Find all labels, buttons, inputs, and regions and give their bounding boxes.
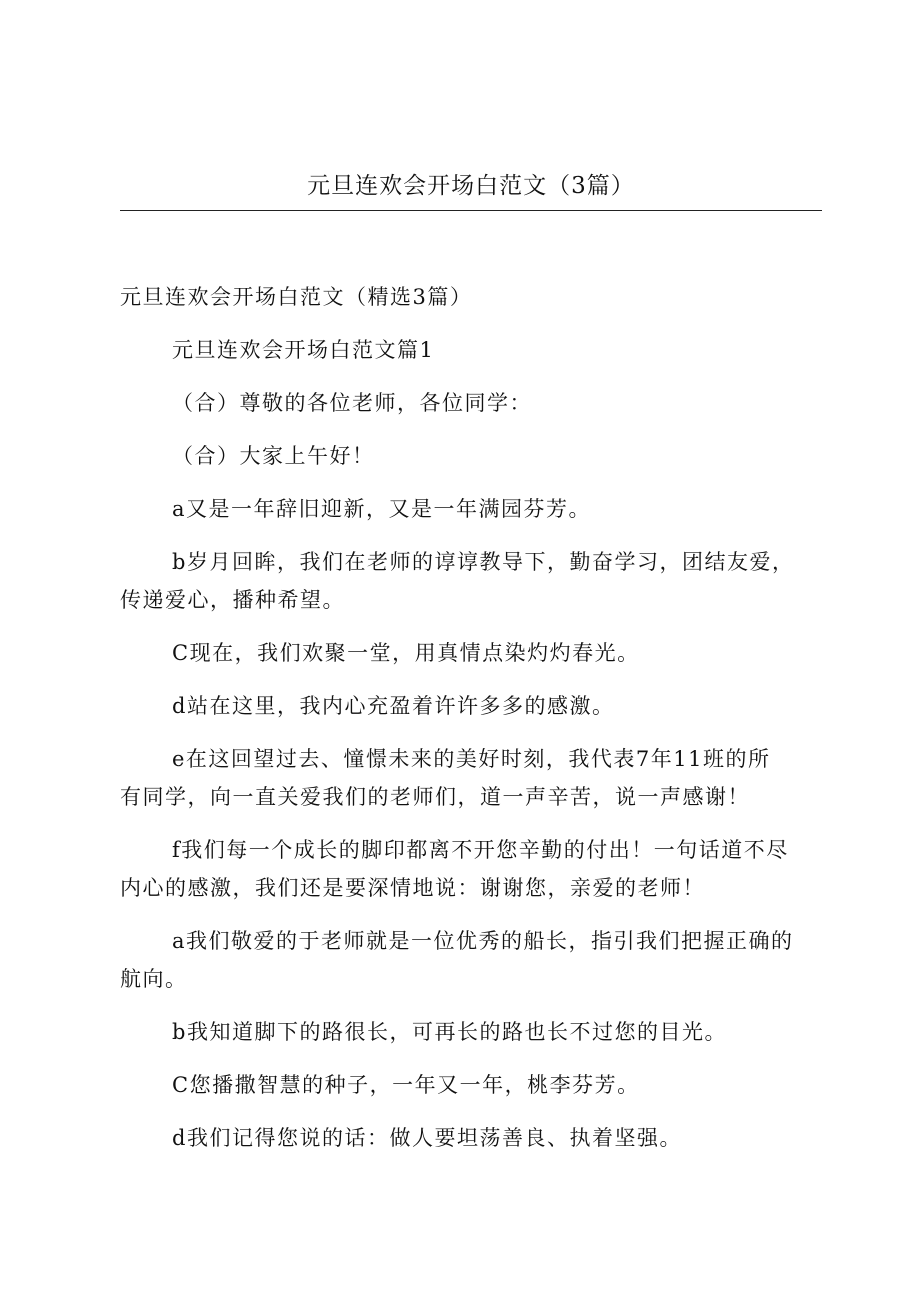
- paragraph-continuation: 航向。: [120, 967, 188, 991]
- document-heading: 元旦连欢会开场白范文（精选3篇）: [120, 285, 473, 309]
- paragraph: C现在，我们欢聚一堂，用真情点染灼灼春光。: [172, 641, 640, 665]
- paragraph-continuation: 内心的感激，我们还是要深情地说：谢谢您，亲爱的老师！: [120, 876, 705, 900]
- paragraph: e在这回望过去、憧憬未来的美好时刻，我代表7年11班的所: [172, 747, 771, 771]
- paragraph: d站在这里，我内心充盈着许许多多的感激。: [172, 694, 615, 718]
- paragraph: C您播撒智慧的种子，一年又一年，桃李芬芳。: [172, 1073, 640, 1097]
- page-title: 元旦连欢会开场白范文（3篇）: [307, 173, 635, 199]
- paragraph: （合）尊敬的各位老师，各位同学：: [172, 391, 532, 415]
- page-header: [120, 170, 822, 211]
- paragraph-continuation: 传递爱心，播种希望。: [120, 588, 345, 612]
- paragraph-continuation: 有同学，向一直关爱我们的老师们，道一声辛苦，说一声感谢！: [120, 785, 750, 809]
- paragraph: f我们每一个成长的脚印都离不开您辛勤的付出！一句话道不尽: [172, 838, 789, 862]
- paragraph: a又是一年辞旧迎新，又是一年满园芬芳。: [172, 497, 592, 521]
- paragraph: b岁月回眸，我们在老师的谆谆教导下，勤奋学习，团结友爱，: [172, 550, 795, 574]
- paragraph: （合）大家上午好！: [172, 444, 375, 468]
- document-body: [120, 278, 822, 1157]
- section-title: 元旦连欢会开场白范文篇1: [172, 338, 435, 362]
- paragraph: b我知道脚下的路很长，可再长的路也长不过您的目光。: [172, 1020, 727, 1044]
- paragraph: d我们记得您说的话：做人要坦荡善良、执着坚强。: [172, 1126, 682, 1150]
- paragraph: a我们敬爱的于老师就是一位优秀的船长，指引我们把握正确的: [172, 929, 794, 953]
